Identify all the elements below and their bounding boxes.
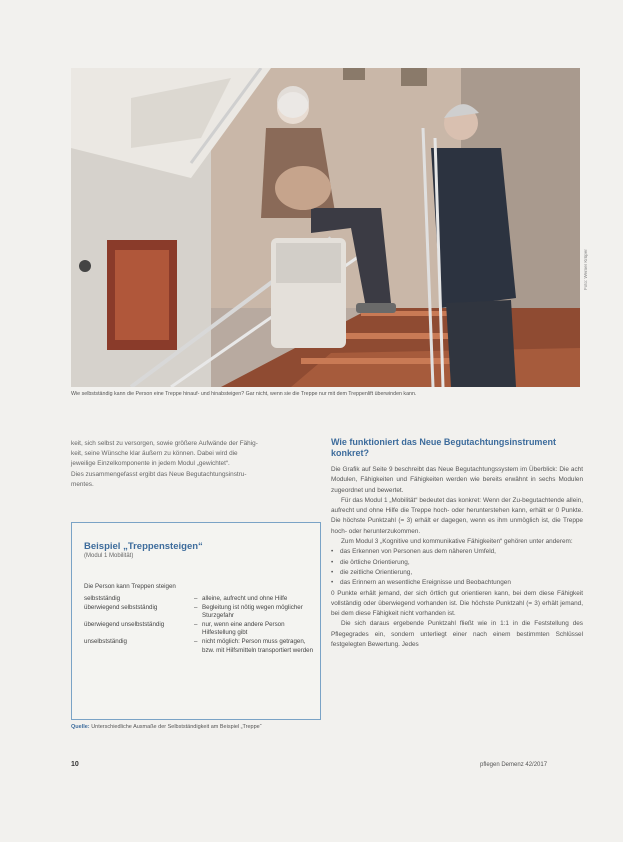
page-number: 10 [71, 761, 79, 768]
journal-footer: pflegen Demenz 42/2017 [480, 762, 548, 768]
source-text: Unterschiedliche Ausmaße der Selbstständigkeit am Beispiel „Treppe“ [91, 724, 262, 730]
bullet-list [331, 547, 583, 588]
infobox-definition: – nur, wenn eine andere Person Hilfestellung gibt [194, 621, 314, 638]
left-text-line: mentes. [71, 480, 94, 488]
infobox-term: überwiegend selbstständig [84, 603, 158, 611]
infobox-table [84, 595, 314, 655]
bullet-item: • das Erkennen von Personen aus dem näheren Umfeld, [331, 547, 583, 557]
bullet-item: • das Erinnern an wesentliche Ereignisse und Beobachtungen [331, 578, 583, 588]
paragraph: 0 Punkte erhält jemand, der sich örtlich gut orientieren kann, bei dem diese Fähigkeit vollständig oder überwiegend vorhanden ist. Die höchste Punktzahl (= 3) erhält jemand, bei dem diese Fähigkeit nicht vorhanden ist. [331, 589, 583, 618]
source-label: Quelle: [71, 724, 90, 730]
infobox-term: überwiegend unselbstständig [84, 620, 165, 628]
bullet-item: • die örtliche Orientierung, [331, 558, 583, 568]
infobox-definition: – alleine, aufrecht und ohne Hilfe [194, 595, 314, 604]
left-text-line: keit, seine Wünsche klar äußern zu können. Dabei wird die [71, 450, 238, 458]
left-text-line: Dies zusammengefasst ergibt das Neue Begutachtungsinstru- [71, 470, 247, 478]
paragraph: Zum Modul 3 „Kognitive und kommunikative Fähigkeiten“ gehören unter anderem: [341, 538, 573, 546]
infobox-definition: – nicht möglich: Person muss getragen, bzw. mit Hilfsmitteln transportiert werden [194, 638, 314, 655]
bullet-item: • die zeitliche Orientierung, [331, 568, 583, 578]
infobox-row [84, 595, 314, 604]
stairlift-photo-illustration [71, 68, 580, 387]
infobox-definition: – Begleitung ist nötig wegen möglicher Sturzgefahr [194, 604, 314, 621]
left-body-text [71, 439, 321, 490]
paragraph: Die sich daraus ergebende Punktzahl fließt wie in 1:1 in die Feststellung des Pflegegrades ein, sondern unterliegt einer nach einem bestimmten Schlüssel festgelegten Bewertung. Jedes [331, 620, 583, 649]
example-infobox [71, 522, 321, 720]
infobox-row [84, 604, 314, 621]
right-column [331, 437, 583, 650]
infobox-source [71, 724, 321, 730]
infobox-intro: Die Person kann Treppen steigen [84, 583, 176, 590]
infobox-title: Beispiel „Treppensteigen“ [84, 541, 203, 552]
infobox-row [84, 621, 314, 638]
infobox-row [84, 638, 314, 655]
photo-stairlift [71, 68, 580, 387]
photo-caption: Wie selbstständig kann die Person eine Treppe hinauf- und hinabsteigen? Gar nicht, wenn sie die Treppe nur mit dem Treppenlift überwinden kann. [71, 391, 417, 397]
paragraph: Die Grafik auf Seite 9 beschreibt das Neue Begutachtungssystem im Überblick: Die acht Modulen, Fähigkeiten und Fähigkeiten werden wie bereits erwähnt in sechs Modulen zugeordnet und bewertet. [331, 466, 583, 494]
left-text-line: keit, sich selbst zu versorgen, sowie größere Aufwände der Fähig- [71, 440, 258, 447]
infobox-term: selbstständig [84, 595, 121, 602]
infobox-subtitle: (Modul 1 Mobilität) [84, 553, 134, 559]
infobox-term: unselbstständig [84, 637, 127, 645]
section-heading: Wie funktioniert das Neue Begutachtungsinstrument konkret? [331, 437, 556, 458]
left-text-line: jeweilige Einzelkomponente in jedem Modul „gewichtet“. [71, 460, 230, 468]
photo-credit: Foto: Werner Krüper [583, 249, 588, 290]
paragraph: Für das Modul 1 „Mobilität“ bedeutet das konkret: Wenn der Zu-begutachtende allein, aufrecht und ohne Hilfe die Treppe hoch- oder herunterstehen kann, erhält er 0 Punkte. Die höchste Punktzahl (= 3) erhält er dagegen, wenn es ihm unmöglich ist, die Treppe hoch- oder herunterzukommen. [331, 496, 583, 535]
